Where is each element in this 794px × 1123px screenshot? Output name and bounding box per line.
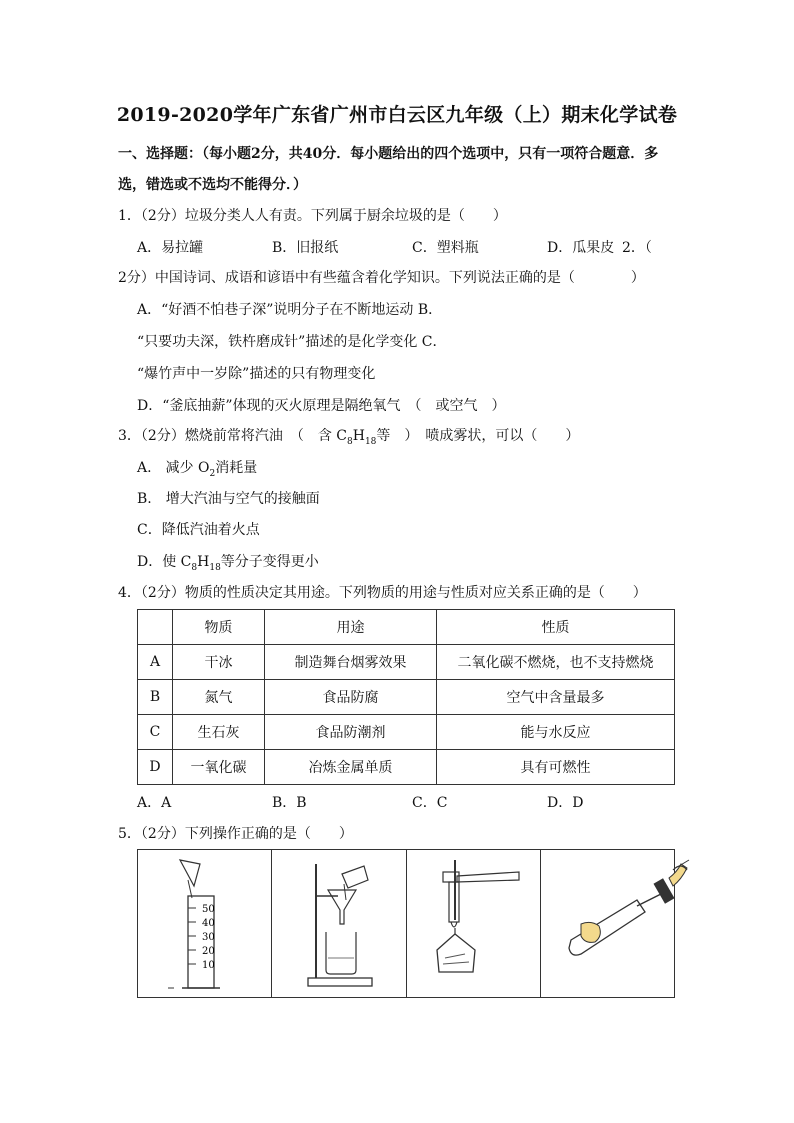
q4-option-c: C．C (412, 795, 448, 811)
table-cell: 二氧化碳不燃烧，也不支持燃烧 (437, 645, 675, 680)
table-cell: A (138, 645, 173, 680)
table-header-cell (138, 610, 173, 645)
q4-option-a: A．A (137, 795, 172, 811)
table-row (138, 680, 675, 715)
cylinder-mark-20: 20 (202, 946, 215, 957)
table-cell: C (138, 715, 173, 750)
table-cell: 生石灰 (173, 715, 265, 750)
q4-option-b: B．B (272, 795, 307, 811)
table-row (138, 715, 675, 750)
cylinder-mark-50: 50 (202, 904, 215, 915)
section-heading-line2: 选，错选或不选均不能得分．） (118, 177, 307, 193)
table-cell: 能与水反应 (437, 715, 675, 750)
q2-option-b: “只要功夫深，铁杵磨成针”描述的是化学变化 C． (137, 334, 447, 350)
section-heading-line1: 一、选择题：（每小题2分，共40分．每小题给出的四个选项中，只有一项符合题意．多 (118, 146, 659, 162)
table-cell: 干冰 (173, 645, 265, 680)
q1-option-c: C．塑料瓶 (412, 240, 479, 256)
q4-option-d: D．D (547, 795, 584, 811)
q2-stem: 2分）中国诗词、成语和谚语中有些蕴含着化学知识。下列说法正确的是（ ） (118, 270, 645, 286)
figure-filtration (272, 850, 406, 997)
q2-option-c: “爆竹声中一岁除”描述的只有物理变化 (137, 366, 376, 382)
cylinder-mark-30: 30 (202, 932, 215, 943)
q5-stem: 5．（2分）下列操作正确的是（ ） (118, 826, 353, 842)
table-header-cell: 用途 (265, 610, 437, 645)
table-cell: 食品防潮剂 (265, 715, 437, 750)
table-row (138, 750, 675, 785)
q1-stem: 1．（2分）垃圾分类人人有责。下列属于厨余垃圾的是（ ） (118, 208, 507, 224)
filtration-apparatus-icon (272, 850, 398, 997)
heating-apparatus-icon (407, 850, 533, 997)
table-cell: 一氧化碳 (173, 750, 265, 785)
graduated-cylinder-icon (138, 850, 254, 997)
q5-figure-grid (137, 849, 675, 998)
cylinder-mark-10: 10 (202, 960, 215, 971)
figure-cylinder-pouring (138, 850, 272, 997)
table-header-cell: 性质 (437, 610, 675, 645)
q3-stem: 3．（2分）燃烧前常将汽油 （ 含 $C_8H_{18}$等 ） 喷成雾状，可以（ ） (118, 428, 580, 447)
table-cell: B (138, 680, 173, 715)
exam-title: 2019-2020学年广东省广州市白云区九年级（上）期末化学试卷 (116, 104, 678, 126)
table-header-row (138, 610, 675, 645)
q1-option-d: D．瓜果皮 (547, 240, 615, 256)
table-cell: 冶炼金属单质 (265, 750, 437, 785)
dropper-test-tube-icon (541, 850, 705, 997)
q1-option-b: B．旧报纸 (272, 240, 339, 256)
figure-heating (407, 850, 541, 997)
table-cell: 氮气 (173, 680, 265, 715)
q3-option-c: C．降低汽油着火点 (137, 522, 260, 538)
table-cell: 食品防腐 (265, 680, 437, 715)
q3-option-a: A. 减少 $O_2$消耗量 (137, 460, 258, 479)
table-cell: 空气中含量最多 (437, 680, 675, 715)
table-cell: D (138, 750, 173, 785)
table-header-cell: 物质 (173, 610, 265, 645)
q4-stem: 4．（2分）物质的性质决定其用途。下列物质的用途与性质对应关系正确的是（ ） (118, 585, 647, 601)
q4-property-table (137, 609, 675, 785)
table-row (138, 645, 675, 680)
q2-option-a: A．“好酒不怕巷子深”说明分子在不断地运动 B． (137, 302, 443, 318)
table-cell: 具有可燃性 (437, 750, 675, 785)
figure-dropper (541, 850, 674, 997)
cylinder-mark-40: 40 (202, 918, 215, 929)
q2-option-d: D．“釜底抽薪”体现的灭火原理是隔绝氧气 （ 或空气 ） (137, 398, 506, 414)
q3-option-b: B. 增大汽油与空气的接触面 (137, 491, 320, 507)
q2-number-wrap: 2．（ (622, 240, 652, 256)
table-cell: 制造舞台烟雾效果 (265, 645, 437, 680)
q3-option-d: D．使 $C_8H_{18}$等分子变得更小 (137, 554, 319, 573)
q1-option-a: A．易拉罐 (137, 240, 204, 256)
